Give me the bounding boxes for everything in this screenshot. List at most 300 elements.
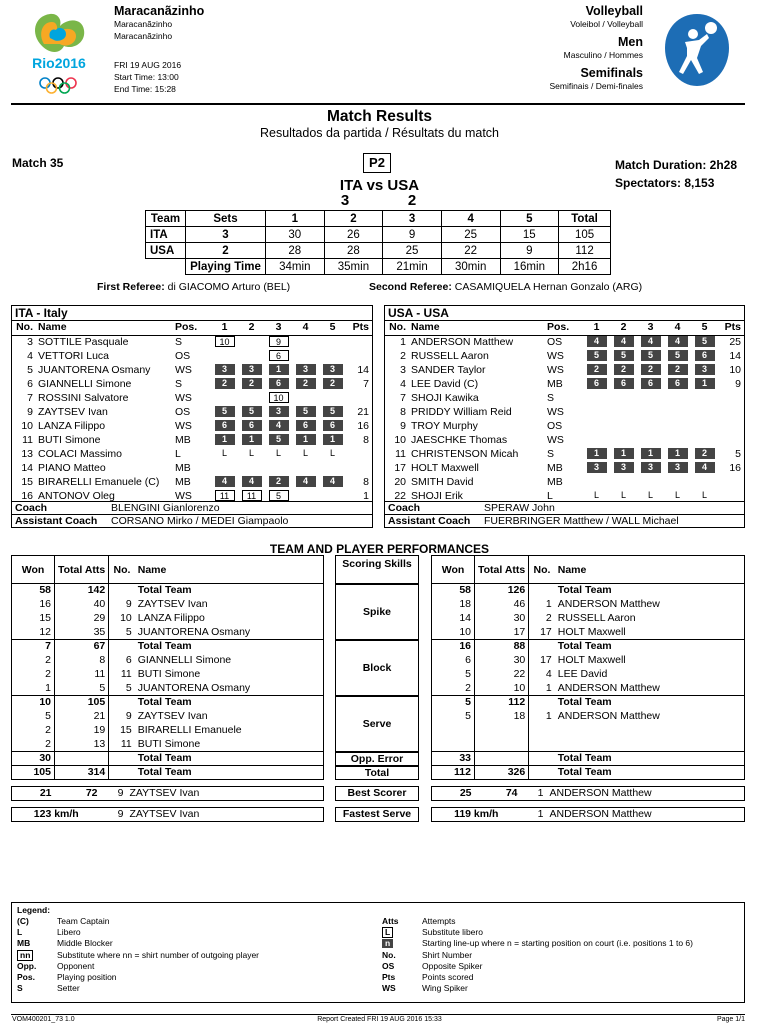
set-position: 4 — [587, 336, 607, 347]
player-number: 10 — [21, 419, 33, 432]
serve-no: 9 — [117, 808, 124, 820]
set-position: 10 — [269, 392, 289, 403]
performer-name: ZAYTSEV Ivan — [137, 710, 208, 722]
player-position: L — [547, 489, 553, 502]
legend-key-text: L — [17, 927, 23, 938]
legend-value: Substitute libero — [422, 927, 483, 938]
serve-speed: 123 km/h — [33, 808, 79, 820]
player-position: OS — [547, 419, 563, 432]
sets-won: 2 — [186, 243, 266, 259]
player-points — [346, 335, 372, 349]
set-cell — [211, 391, 238, 405]
set-position: 3 — [269, 406, 289, 417]
set-position: 2 — [215, 378, 235, 389]
player-position: WS — [175, 489, 192, 502]
sets-col-3: 3 — [383, 211, 442, 227]
player-row — [12, 475, 372, 489]
set-cell — [637, 377, 664, 391]
performance-row — [432, 724, 745, 738]
performer-name: JUANTORENA Osmany — [137, 681, 251, 694]
playing-time-label: Playing Time — [186, 259, 266, 275]
won-value: 2 — [12, 724, 55, 738]
set-position: 3 — [587, 462, 607, 473]
legend-row — [382, 972, 742, 983]
total-row — [432, 696, 745, 710]
player-number: 9 — [400, 419, 406, 432]
player-name: RUSSELL Aaron — [411, 349, 489, 362]
sets-row-usa — [146, 243, 611, 259]
performance-row — [432, 626, 745, 640]
player-number: 9 — [27, 405, 33, 418]
roster-col-header: 4 — [292, 321, 319, 335]
shirt-number: 15 — [120, 724, 132, 736]
player-position: L — [175, 447, 181, 460]
performance-row — [432, 612, 745, 626]
sets-col-5: 5 — [500, 211, 559, 227]
roster-col-header: No. — [385, 321, 411, 335]
scoring-skills-header: Scoring Skills — [335, 555, 419, 584]
set-position: 4 — [242, 476, 262, 487]
legend-key-text: nn — [17, 950, 33, 961]
legend-key-text: (C) — [17, 916, 29, 926]
serve-name: ZAYTSEV Ivan — [129, 808, 200, 820]
player-points: 16 — [357, 419, 369, 432]
assistant-coach-name: CORSANO Mirko / MEDEI Giampaolo — [111, 514, 289, 527]
shirt-number — [529, 696, 555, 710]
player-points: 9 — [735, 377, 741, 390]
end-time: End Time: 15:28 — [114, 84, 176, 94]
best-name: ZAYTSEV Ivan — [129, 787, 200, 799]
player-position: OS — [175, 349, 191, 362]
player-name: GIANNELLI Simone — [38, 377, 132, 390]
shirt-number — [529, 752, 555, 766]
team-box-ita — [11, 305, 373, 528]
player-points: 7 — [363, 377, 369, 390]
shirt-number — [529, 640, 555, 654]
legend-key-text: Opp. — [17, 960, 37, 971]
player-row — [12, 405, 372, 419]
first-referee — [97, 281, 290, 293]
first-referee-label: First Referee: — [97, 281, 165, 293]
player-points: 8 — [363, 475, 369, 488]
attempts-value — [475, 738, 529, 752]
won-value: 1 — [12, 682, 55, 696]
player-row — [12, 419, 372, 433]
player-row — [12, 335, 372, 349]
performer-name: Total Team — [137, 766, 192, 778]
legend-title: Legend: — [17, 905, 51, 915]
shirt-number: 17 — [540, 625, 552, 638]
set-position: 6 — [614, 378, 634, 389]
player-number: 14 — [21, 461, 33, 474]
sets-col-team: Team — [146, 211, 186, 227]
performer-name: LANZA Filippo — [137, 612, 205, 624]
won-value: 10 — [432, 626, 475, 640]
set-cell — [583, 433, 610, 447]
legend-key-text: S — [17, 983, 23, 994]
legend-value: Starting line-up where n = starting position on court (i.e. positions 1 to 6) — [422, 938, 693, 949]
set-position: 11 — [242, 490, 262, 501]
best-atts: 74 — [505, 787, 518, 799]
team-name: USA - USA — [385, 306, 744, 321]
player-name: SHOJI Erik — [411, 489, 463, 502]
attempts-value: 105 — [55, 696, 109, 710]
legend — [11, 902, 745, 1003]
best-atts: 72 — [85, 787, 98, 799]
player-row — [12, 349, 372, 363]
player-position: MB — [175, 461, 191, 474]
performance-col-header: Name — [135, 556, 324, 584]
set-position: 11 — [215, 490, 235, 501]
won-value: 5 — [432, 710, 475, 724]
performances-title: TEAM AND PLAYER PERFORMANCES — [269, 542, 490, 556]
player-number: 4 — [400, 377, 406, 390]
set-cell — [319, 405, 346, 419]
set-cell — [265, 349, 292, 363]
set-position: 1 — [641, 448, 661, 459]
player-row — [385, 349, 744, 363]
player-position: OS — [547, 335, 563, 348]
performance-col-header: Name — [555, 556, 745, 584]
player-name: JUANTORENA Osmany — [38, 363, 151, 376]
set-position: 1 — [269, 364, 289, 375]
set-cell — [583, 335, 610, 349]
won-value: 58 — [12, 584, 55, 598]
player-position: WS — [175, 419, 192, 432]
set-cell — [292, 433, 319, 447]
set-position: 5 — [668, 350, 688, 361]
fastest-serve-usa — [431, 807, 745, 822]
total-row — [432, 640, 745, 654]
performance-col-header: Total Atts — [475, 556, 529, 584]
set-position: 1 — [215, 434, 235, 445]
set-cell — [211, 433, 238, 447]
shirt-number: 5 — [125, 681, 132, 694]
player-row — [12, 433, 372, 447]
sport-name: Volleyball — [585, 4, 643, 18]
legend-row — [17, 961, 377, 972]
venue-name: Maracanãzinho — [114, 4, 205, 18]
set-cell — [238, 475, 265, 489]
attempts-value: 326 — [475, 766, 529, 780]
set-position: 6 — [695, 350, 715, 361]
roster-table — [385, 321, 744, 503]
header-rule — [11, 103, 745, 105]
playing-time: 16min — [500, 259, 559, 275]
venue-block — [114, 4, 204, 95]
set-position: 2 — [587, 364, 607, 375]
sets-won: 3 — [186, 227, 266, 243]
roster-col-header: 5 — [319, 321, 346, 335]
set-position: 6 — [323, 420, 343, 431]
player-name: LEE David (C) — [411, 377, 479, 390]
set-position: 6 — [641, 378, 661, 389]
player-position: S — [175, 377, 183, 390]
set-position: 5 — [269, 490, 289, 501]
match-stats — [615, 156, 737, 192]
set-position: 6 — [269, 350, 289, 361]
set-score: 9 — [500, 243, 559, 259]
player-name: TROY Murphy — [411, 419, 478, 432]
player-points — [346, 447, 372, 461]
set-cell — [583, 447, 610, 461]
team-name: ITA - Italy — [12, 306, 372, 321]
player-name: PRIDDY William Reid — [411, 405, 512, 418]
set-cell — [691, 419, 718, 433]
legend-row — [382, 927, 742, 938]
roster-col-header: Pos. — [175, 321, 211, 335]
attempts-value: 5 — [55, 682, 109, 696]
performance-row — [12, 724, 324, 738]
shirt-number — [529, 584, 555, 598]
player-points — [346, 461, 372, 475]
event-name: Men — [618, 35, 643, 49]
best-scorer-ita — [11, 786, 324, 801]
set-position: 5 — [641, 350, 661, 361]
performance-row — [12, 738, 324, 752]
set-cell — [583, 391, 610, 405]
player-points — [718, 419, 744, 433]
legend-key — [17, 927, 57, 938]
won-value: 58 — [432, 584, 475, 598]
playing-time-total: 2h16 — [559, 259, 611, 275]
set-cell — [265, 433, 292, 447]
pool-badge: P2 — [363, 153, 391, 173]
set-cell — [238, 349, 265, 363]
legend-row — [382, 983, 742, 994]
set-cell — [238, 447, 265, 461]
performance-table-usa — [431, 555, 745, 780]
set-score: 25 — [441, 227, 500, 243]
set-position: L — [302, 448, 308, 459]
legend-key — [382, 938, 422, 949]
roster-col-header: 3 — [637, 321, 664, 335]
set-position: 4 — [323, 476, 343, 487]
total-row — [432, 766, 745, 780]
set-cell — [211, 419, 238, 433]
sets-table — [145, 210, 611, 275]
won-value: 5 — [432, 696, 475, 710]
playing-time: 30min — [441, 259, 500, 275]
set-cell — [265, 391, 292, 405]
set-position: L — [275, 448, 281, 459]
venue-name-fr: Maracanãzinho — [114, 31, 173, 41]
player-position: S — [547, 391, 555, 404]
set-position: 5 — [587, 350, 607, 361]
set-cell — [265, 447, 292, 461]
set-position: 3 — [296, 364, 316, 375]
total-row — [12, 696, 324, 710]
performance-col-header: No. — [529, 556, 555, 584]
sport-subtitle: Voleibol / Volleyball — [570, 19, 643, 29]
second-referee-name: CASAMIQUELA Hernan Gonzalo (ARG) — [454, 281, 643, 293]
shirt-number — [109, 584, 135, 598]
rio2016-logo — [20, 4, 98, 100]
sets-col-1: 1 — [266, 211, 325, 227]
performer-name: JUANTORENA Osmany — [137, 625, 251, 638]
set-position: 5 — [296, 406, 316, 417]
coach-label: Coach — [388, 501, 421, 514]
won-value: 16 — [432, 640, 475, 654]
set-cell — [664, 349, 691, 363]
set-cell — [319, 447, 346, 461]
set-position: 6 — [269, 378, 289, 389]
set-cell — [211, 377, 238, 391]
player-number: 3 — [27, 335, 33, 348]
roster-col-header: 1 — [583, 321, 610, 335]
performer-name: BUTI Simone — [137, 737, 201, 750]
set-position: 3 — [215, 364, 235, 375]
player-number: 11 — [22, 433, 33, 446]
page-subtitle: Resultados da partida / Résultats du match — [259, 126, 500, 140]
set-position: 6 — [587, 378, 607, 389]
footer-page: Page 1/1 — [716, 1016, 745, 1023]
player-number: 7 — [27, 391, 33, 404]
shirt-number: 11 — [120, 668, 132, 680]
player-points: 5 — [735, 447, 741, 460]
sets-won-usa: 2 — [407, 192, 417, 209]
set-position: L — [674, 490, 680, 501]
legend-key — [17, 983, 57, 994]
performer-name: Total Team — [557, 640, 612, 653]
set-cell — [583, 349, 610, 363]
set-cell — [610, 349, 637, 363]
shirt-number: 10 — [120, 612, 132, 624]
shirt-number: 1 — [545, 681, 552, 694]
roster-col-header: 5 — [691, 321, 718, 335]
player-name: SOTTILE Pasquale — [38, 335, 129, 348]
player-position: OS — [175, 405, 191, 418]
performance-row — [432, 738, 745, 752]
set-cell — [664, 447, 691, 461]
won-value: 5 — [432, 668, 475, 682]
player-points: 10 — [729, 363, 741, 376]
player-position: WS — [175, 363, 192, 376]
player-number: 17 — [394, 461, 406, 474]
roster-col-header: 4 — [664, 321, 691, 335]
set-position: 10 — [215, 336, 235, 347]
set-cell — [664, 405, 691, 419]
attempts-value: 22 — [475, 668, 529, 682]
won-value: 2 — [432, 682, 475, 696]
shirt-number — [529, 766, 555, 780]
set-cell — [319, 475, 346, 489]
serve-speed: 119 km/h — [454, 808, 499, 820]
won-value: 10 — [12, 696, 55, 710]
player-position: MB — [175, 475, 191, 488]
attempts-value: 30 — [475, 654, 529, 668]
roster-col-header: Pts — [718, 321, 744, 335]
player-points — [718, 433, 744, 447]
won-value: 6 — [432, 654, 475, 668]
roster-col-header: Name — [411, 321, 547, 335]
legend-key-text: MB — [17, 938, 31, 949]
player-row — [12, 377, 372, 391]
set-cell — [637, 405, 664, 419]
legend-key — [382, 950, 422, 961]
set-position: 2 — [614, 364, 634, 375]
set-position: 1 — [296, 434, 316, 445]
roster-col-header: 2 — [610, 321, 637, 335]
won-value: 2 — [12, 654, 55, 668]
attempts-value: 88 — [475, 640, 529, 654]
footer-code: VOM400201_73 1.0 — [12, 1016, 75, 1023]
playing-time-row — [146, 259, 611, 275]
player-row — [385, 391, 744, 405]
set-position: 5 — [269, 434, 289, 445]
legend-left — [17, 916, 377, 994]
legend-key — [382, 916, 422, 927]
coach-label: Coach — [15, 501, 48, 514]
performance-col-header: Won — [432, 556, 475, 584]
set-cell — [664, 391, 691, 405]
coach-table — [385, 501, 744, 528]
coach-table — [12, 501, 372, 528]
performer-name: GIANNELLI Simone — [137, 654, 232, 666]
volleyball-pictogram-icon — [663, 12, 731, 88]
player-points — [346, 349, 372, 363]
set-position: L — [701, 490, 707, 501]
performer-name: ZAYTSEV Ivan — [137, 598, 208, 610]
set-cell — [637, 461, 664, 475]
set-position: 4 — [269, 420, 289, 431]
player-row — [385, 447, 744, 461]
set-cell — [637, 447, 664, 461]
set-cell — [319, 349, 346, 363]
player-name: LANZA Filippo — [38, 419, 106, 432]
legend-key — [382, 927, 422, 938]
set-position: 9 — [269, 336, 289, 347]
skill-spike: Spike — [335, 584, 419, 640]
player-points: 21 — [357, 405, 369, 418]
shirt-number — [109, 752, 135, 766]
phase-name: Semifinals — [580, 66, 643, 80]
attempts-value — [55, 752, 109, 766]
best-no: 9 — [117, 787, 124, 799]
player-position: MB — [547, 475, 563, 488]
performer-name: Total Team — [557, 696, 612, 709]
coach-name: BLENGINI Gianlorenzo — [111, 501, 220, 514]
sets-team: ITA — [146, 227, 186, 243]
legend-row — [17, 983, 377, 994]
set-cell — [664, 419, 691, 433]
set-cell — [583, 475, 610, 489]
player-number: 7 — [400, 391, 406, 404]
player-name: ROSSINI Salvatore — [38, 391, 129, 404]
performance-row — [432, 668, 745, 682]
player-position: S — [175, 335, 183, 348]
set-cell — [211, 363, 238, 377]
set-cell — [637, 475, 664, 489]
player-name: ANDERSON Matthew — [411, 335, 514, 348]
player-name: SHOJI Kawika — [411, 391, 479, 404]
sets-row-ita — [146, 227, 611, 243]
legend-key — [382, 961, 422, 972]
set-score: 15 — [500, 227, 559, 243]
set-cell — [610, 433, 637, 447]
best-scorer-label: Best Scorer — [335, 786, 419, 801]
total-row — [432, 752, 745, 766]
set-cell — [610, 461, 637, 475]
legend-row — [17, 927, 377, 938]
player-number: 15 — [21, 475, 33, 488]
shirt-number: 6 — [125, 654, 132, 666]
set-cell — [292, 377, 319, 391]
performance-row — [12, 668, 324, 682]
set-cell — [664, 433, 691, 447]
serve-no: 1 — [537, 808, 544, 820]
set-cell — [319, 391, 346, 405]
